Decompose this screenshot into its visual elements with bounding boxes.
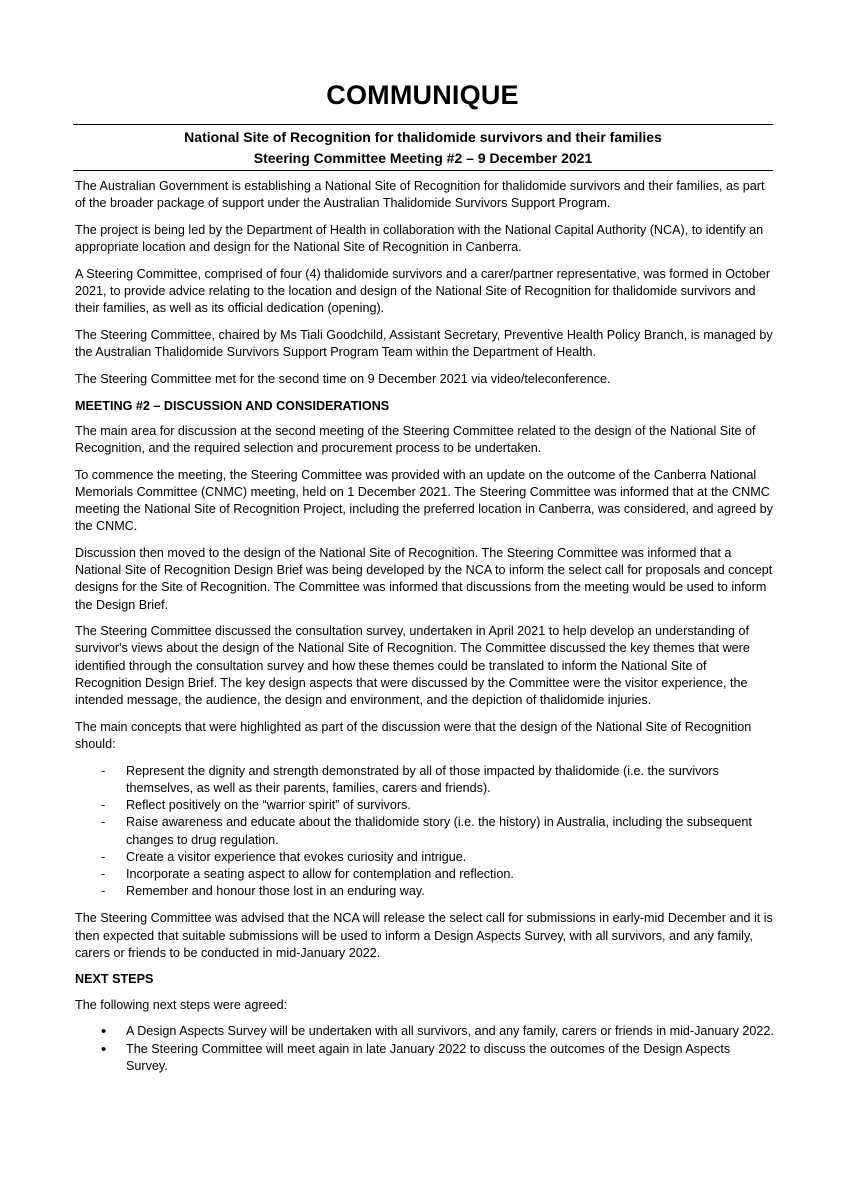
next-steps-list — [75, 1023, 775, 1075]
title-rule-top — [73, 124, 773, 125]
list-item: • The Steering Committee will meet again in late January 2022 to discuss the outcomes of the Design Aspects Survey. — [75, 1041, 775, 1075]
paragraph: The following next steps were agreed: — [75, 997, 288, 1012]
list-item: - Represent the dignity and strength demonstrated by all of those impacted by thalidomide (i.e. the survivors themselves, as well as their parents, families, carers and friends). — [75, 763, 775, 797]
document-title: COMMUNIQUE — [326, 80, 519, 110]
document-body — [75, 178, 775, 1085]
paragraph: Discussion then moved to the design of the National Site of Recognition. The Steering Committee was informed that a National Site of Recognition Design Brief was being developed by the NCA to inform the select call for proposals and concept designs for the Site of Recognition. The Committee was informed that discussions from the meeting would be used to inform the Design Brief. — [75, 545, 773, 612]
paragraph: The Steering Committee discussed the consultation survey, undertaken in April 2021 to help develop an understanding of survivor's views about the design of the National Site of Recognition. The Committee discussed the key themes that were identified through the consultation survey and how these themes could be translated to inform the National Site of Recognition Design Brief. The key design aspects that were discussed by the Committee were the visitor experience, the intended message, the audience, the design and environment, and the depiction of thalidomide injuries. — [75, 624, 750, 708]
paragraph: The main concepts that were highlighted as part of the discussion were that the design of the National Site of Recognition should: — [75, 719, 752, 751]
paragraph: The Steering Committee, chaired by Ms Tiali Goodchild, Assistant Secretary, Preventive Health Policy Branch, is managed by the Australian Thalidomide Survivors Support Program Team within the Department of Health. — [75, 327, 773, 360]
paragraph: The project is being led by the Department of Health in collaboration with the National Capital Authority (NCA), to identify an appropriate location and design for the National Site of Recognition in Canberra. — [75, 222, 764, 255]
list-item: - Remember and honour those lost in an enduring way. — [75, 883, 775, 900]
paragraph: To commence the meeting, the Steering Committee was provided with an update on the outcome of the Canberra National Memorials Committee (CNMC) meeting, held on 1 December 2021. The Steering Committee was informed that at the CNMC meeting the National Site of Recognition Project, including the preferred location in Canberra, was considered, and agreed by the CNMC. — [75, 467, 773, 534]
concepts-list — [75, 763, 775, 901]
paragraph: The Australian Government is establishing a National Site of Recognition for thalidomide survivors and their families, as part of the broader package of support under the Australian Thalidomide Survivors Support Program. — [75, 179, 765, 211]
section-heading-meeting: MEETING #2 – DISCUSSION AND CONSIDERATIONS — [75, 398, 390, 413]
list-item: - Reflect positively on the “warrior spirit” of survivors. — [75, 797, 775, 814]
list-item: - Raise awareness and educate about the thalidomide story (i.e. the history) in Australia, including the subsequent changes to drug regulation. — [75, 814, 775, 848]
list-item: • A Design Aspects Survey will be undertaken with all survivors, and any family, carers or friends in mid-January 2022. — [75, 1023, 775, 1040]
paragraph: The Steering Committee met for the second time on 9 December 2021 via video/teleconference. — [75, 371, 611, 386]
list-item: - Incorporate a seating aspect to allow for contemplation and reflection. — [75, 866, 775, 883]
list-item: - Create a visitor experience that evokes curiosity and intrigue. — [75, 849, 775, 866]
subtitle-line-1: National Site of Recognition for thalidomide survivors and their families — [184, 129, 662, 145]
title-rule-bottom — [73, 170, 773, 171]
paragraph: The Steering Committee was advised that the NCA will release the select call for submissions in early-mid December and it is then expected that suitable submissions will be used to inform a Design Aspects Survey, with all survivors, and any family, carers or friends to be conducted in mid-January 2022. — [75, 911, 773, 960]
paragraph: A Steering Committee, comprised of four (4) thalidomide survivors and a carer/partner representative, was formed in October 2021, to provide advice relating to the location and design of the National Site of Recognition for thalidomide survivors and their families, as well as its official dedication (opening). — [75, 266, 771, 316]
paragraph: The main area for discussion at the second meeting of the Steering Committee related to the design of the National Site of Recognition, and the required selection and procurement process to be undertaken. — [75, 423, 756, 455]
section-heading-next-steps: NEXT STEPS — [75, 972, 154, 987]
subtitle-line-2: Steering Committee Meeting #2 – 9 December 2021 — [253, 150, 593, 166]
